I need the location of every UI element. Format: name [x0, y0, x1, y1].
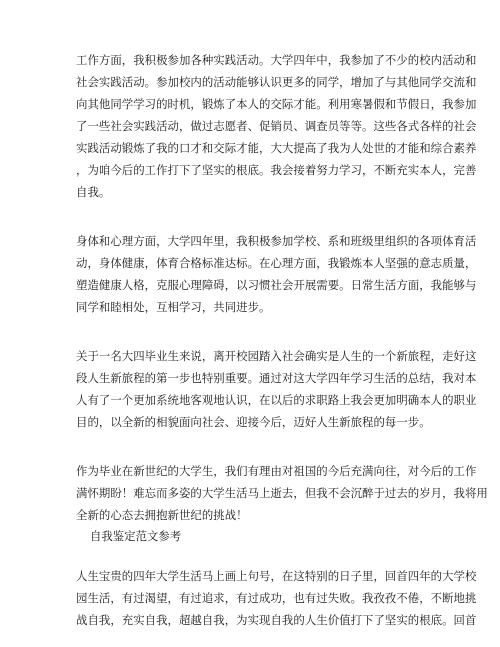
paragraph-3-line-1: 关于一名大四毕业生来说，离开校园踏入社会确实是人生的一个新旅程，走好这 — [76, 349, 477, 363]
paragraph-4-line-2: 满怀期盼！难忘而多姿的大学生活马上逝去，但我不会沉醉于过去的岁月，我将用 — [76, 486, 488, 500]
paragraph-1-line-3: 向其他同学学习的时机，锻炼了本人的交际才能。利用寒暑假和节假日，我参加 — [76, 97, 477, 111]
paragraph-1-line-1: 工作方面，我积极参加各种实践活动。大学四年中，我参加了不少的校内活动和 — [76, 53, 477, 67]
final-paragraph-line-2: 园生活，有过渴望，有过追求，有过成功，也有过失败。我孜孜不倦，不断地挑 — [76, 591, 477, 605]
paragraph-1-line-5: 实践活动锻炼了我的口才和交际才能，大大提高了我为人处世的才能和综合素养 — [76, 141, 477, 155]
paragraph-2-line-1: 身体和心理方面，大学四年里，我积极参加学校、系和班级里组织的各项体育活 — [76, 234, 477, 248]
paragraph-3-line-2: 段人生新旅程的第一步也特别重要。通过对这大学四年学习生活的总结，我对本 — [76, 371, 477, 385]
paragraph-3-line-3: 人有了一个更加系统地客观地认识，在以后的求职路上我会更加明确本人的职业 — [76, 393, 477, 407]
paragraph-2-line-2: 动，身体健康，体育合格标准达标。在心理方面，我锻炼本人坚强的意志质量， — [76, 256, 477, 270]
paragraph-4-line-3: 全新的心态去拥抱新世纪的挑战！ — [76, 508, 248, 522]
final-paragraph-line-3: 战自我，充实自我，超越自我，为实现自我的人生价值打下了坚实的根底。回首 — [76, 613, 477, 627]
paragraph-2-line-4: 同学和睦相处，互相学习，共同进步。 — [76, 300, 271, 314]
paragraph-1-line-6: ，为咱今后的工作打下了坚实的根底。我会接着努力学习，不断充实本人，完善 — [76, 163, 477, 177]
final-paragraph-line-1: 人生宝贵的四年大学生活马上画上句号，在这特别的日子里，回首四年的大学校 — [76, 569, 477, 583]
paragraph-1-line-4: 了一些社会实践活动，做过志愿者、促销员、调查员等等。这些各式各样的社会 — [76, 119, 477, 133]
paragraph-1-line-7: 自我。 — [76, 185, 111, 199]
paragraph-2-line-3: 塑造健康人格，克服心理障碍，以习惯社会开展需要。日常生活方面，我能够与 — [76, 278, 477, 292]
paragraph-4-line-1: 作为毕业在新世纪的大学生，我们有理由对祖国的今后充满向往，对今后的工作 — [76, 464, 477, 478]
section-heading: 自我鉴定范文参考 — [90, 529, 182, 543]
paragraph-3-line-4: 目的，以全新的相貌面向社会、迎接今后，迈好人生新旅程的每一步。 — [76, 415, 431, 429]
paragraph-1-line-2: 社会实践活动。参加校内的活动能够认识更多的同学，增加了与其他同学交流和 — [76, 75, 477, 89]
